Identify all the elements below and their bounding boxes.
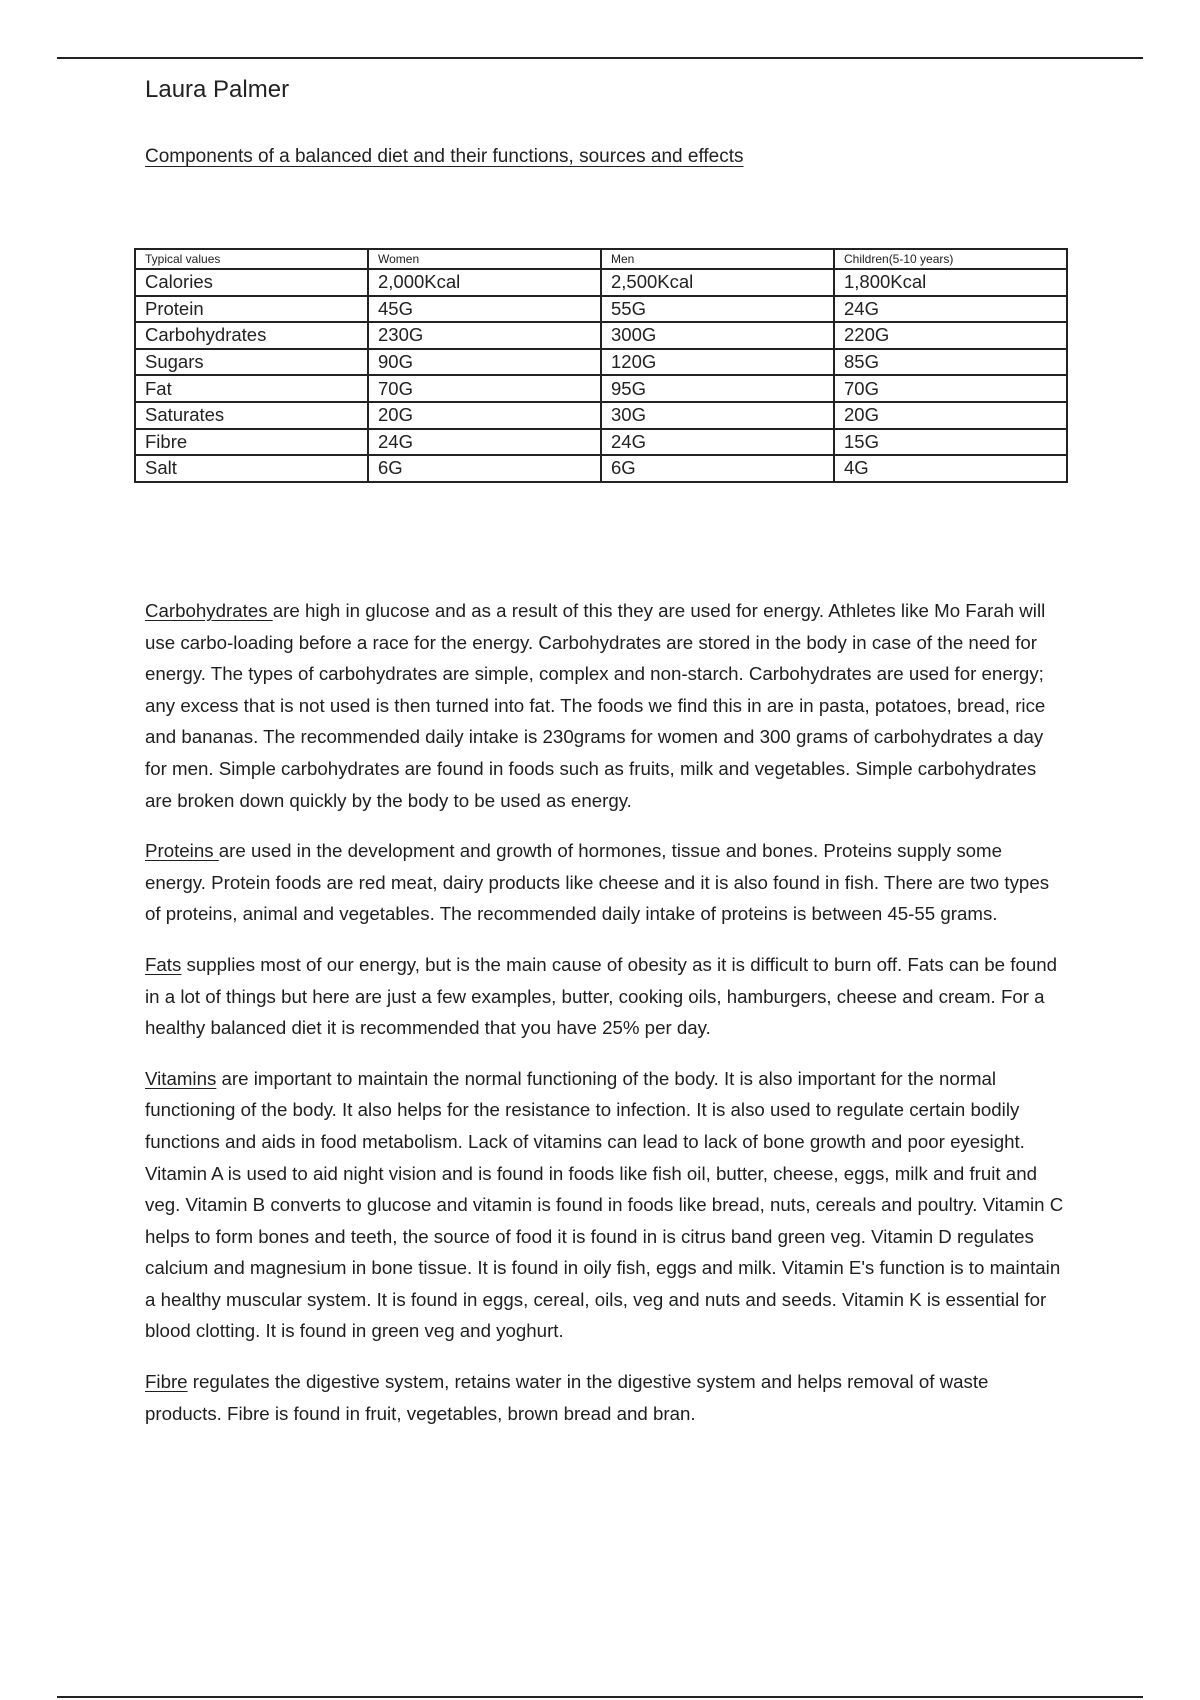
term-vitamins: Vitamins (145, 1067, 217, 1089)
term-carbohydrates: Carbohydrates (145, 600, 273, 621)
table-row (135, 429, 1067, 456)
table-row (135, 375, 1067, 402)
table-cell: 20G (834, 402, 1067, 429)
table-row (135, 402, 1067, 429)
paragraph-vitamins (145, 1063, 1065, 1347)
paragraph-text: are important to maintain the normal functioning of the body. It is also important for the normal functioning of the body. It also helps for the resistance to infection. It is also used to regulate certain bodily functions and aids in food metabolism. Lack of vitamins can lead to lack of bone growth and poor eyesight. Vitamin A is used to aid night vision and is found in foods like fish oil, butter, cheese, eggs, milk and fruit and veg. Vitamin B converts to glucose and vitamin is found in foods like bread, nuts, cereals and poultry. Vitamin C helps to form bones and teeth, the source of food it is found in is citrus band green veg. Vitamin D regulates calcium and magnesium in bone tissue. It is found in oily fish, eggs and milk. Vitamin E's function is to maintain a healthy muscular system. It is found in eggs, cereal, oils, veg and nuts and seeds. Vitamin K is essential for blood clotting. It is found in green veg and yoghurt. (145, 1067, 1064, 1342)
table-cell: 2,500Kcal (601, 269, 834, 296)
table-header-cell: Children(5-10 years) (834, 249, 1067, 269)
table-cell: 90G (368, 349, 601, 376)
table-header-cell: Women (368, 249, 601, 269)
typical-values-table (134, 248, 1068, 483)
paragraph-text: are used in the development and growth of hormones, tissue and bones. Proteins supply some energy. Protein foods are red meat, dairy products like cheese and it is also found in fish. There are two types of proteins, animal and vegetables. The recommended daily intake of proteins is between 45-55 grams. (145, 840, 1050, 925)
table-cell: 15G (834, 429, 1067, 456)
table-cell: Salt (135, 455, 368, 482)
term-proteins: Proteins (145, 840, 219, 862)
table-cell: 45G (368, 296, 601, 323)
table-cell: 20G (368, 402, 601, 429)
table-cell: 24G (368, 429, 601, 456)
table-cell: Calories (135, 269, 368, 296)
table-cell: 55G (601, 296, 834, 323)
table-row (135, 269, 1067, 296)
table-cell: Fibre (135, 429, 368, 456)
term-fats: Fats (145, 953, 182, 975)
paragraph-text: are high in glucose and as a result of this they are used for energy. Athletes like Mo Farah will use carbo-loading before a race for the energy. Carbohydrates are stored in the body in case of the need for energy. The types of carbohydrates are simple, complex and non-starch. Carbohydrates are used for energy; any excess that is not used is then turned into fat. The foods we find this in are in pasta, potatoes, bread, rice and bananas. The recommended daily intake is 230grams for women and 300 grams of carbohydrates a day for men. Simple carbohydrates are found in foods such as fruits, milk and vegetables. Simple carbohydrates are broken down quickly by the body to be used as energy. (145, 600, 1046, 811)
header-rule (57, 57, 1143, 59)
table-header-cell: Men (601, 249, 834, 269)
table-cell: 30G (601, 402, 834, 429)
table-row (135, 322, 1067, 349)
table-cell: 1,800Kcal (834, 269, 1067, 296)
body-text (145, 595, 1065, 1448)
table-cell: 220G (834, 322, 1067, 349)
table-cell: 70G (834, 375, 1067, 402)
table-cell: Saturates (135, 402, 368, 429)
table-cell: Carbohydrates (135, 322, 368, 349)
paragraph-fats (145, 949, 1065, 1044)
paragraph-carbohydrates (145, 595, 1065, 816)
table-cell: 230G (368, 322, 601, 349)
paragraph-text: supplies most of our energy, but is the main cause of obesity as it is difficult to burn off. Fats can be found in a lot of things but here are just a few examples, butter, cooking oils, hamburgers, cheese and cream. For a healthy balanced diet it is recommended that you have 25% per day. (145, 953, 1058, 1039)
table-cell: 70G (368, 375, 601, 402)
footer-rule (57, 1696, 1143, 1698)
table-cell: Protein (135, 296, 368, 323)
paragraph-text: regulates the digestive system, retains water in the digestive system and helps removal of waste products. Fibre is found in fruit, vegetables, brown bread and bran. (145, 1371, 989, 1424)
paragraph-proteins (145, 835, 1065, 930)
table-header-cell: Typical values (135, 249, 368, 269)
table-cell: 2,000Kcal (368, 269, 601, 296)
table-cell: 85G (834, 349, 1067, 376)
table-cell: Fat (135, 375, 368, 402)
table-cell: 120G (601, 349, 834, 376)
table-cell: Sugars (135, 349, 368, 376)
term-fibre: Fibre (145, 1371, 188, 1393)
table-row (135, 349, 1067, 376)
table-cell: 6G (368, 455, 601, 482)
author-name: Laura Palmer (145, 76, 290, 103)
table-cell: 95G (601, 375, 834, 402)
table-row (135, 455, 1067, 482)
table-cell: 24G (601, 429, 834, 456)
table-cell: 300G (601, 322, 834, 349)
paragraph-fibre (145, 1366, 1065, 1429)
document-title: Components of a balanced diet and their functions, sources and effects (145, 146, 744, 167)
table-cell: 24G (834, 296, 1067, 323)
table-cell: 4G (834, 455, 1067, 482)
table-cell: 6G (601, 455, 834, 482)
table-row (135, 296, 1067, 323)
table-header-row (135, 249, 1067, 269)
